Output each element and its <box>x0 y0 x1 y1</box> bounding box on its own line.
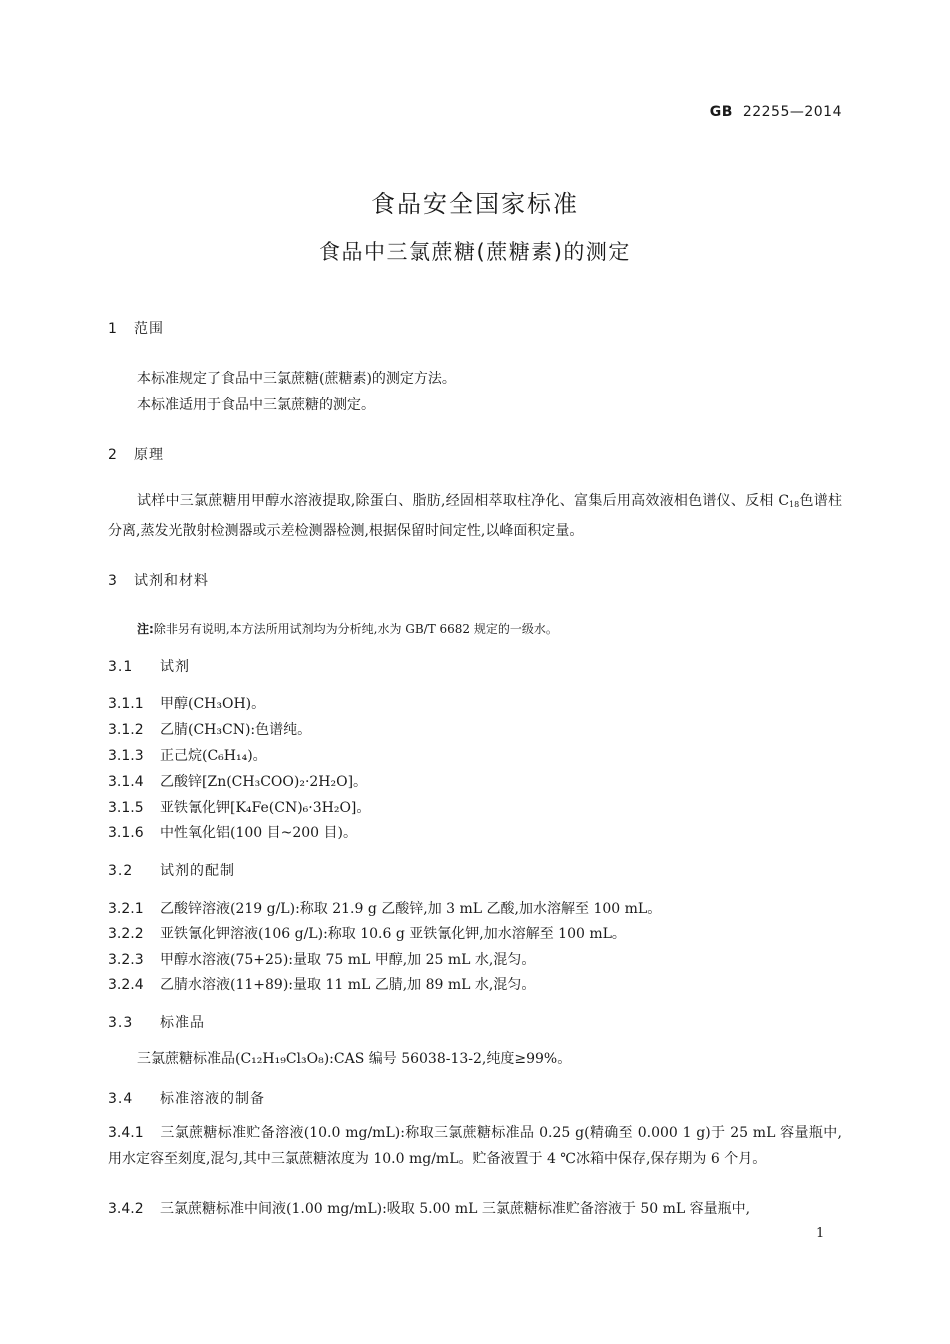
section-1-paragraph-1: 本标准规定了食品中三氯蔗糖(蔗糖素)的测定方法。 <box>137 371 456 387</box>
section-heading-1: 1 范围 <box>108 321 164 337</box>
standard-substance-paragraph: 三氯蔗糖标准品(C₁₂H₁₉Cl₃O₈):CAS 编号 56038-13-2,纯度≥99%。 <box>137 1051 572 1067</box>
reagent-item: 3.1.1 甲醇(CH₃OH)。 <box>108 696 266 712</box>
preparation-item: 3.2.4 乙腈水溶液(11+89):量取 11 mL 乙腈,加 89 mL 水,混匀。 <box>108 977 536 993</box>
reagent-item: 3.1.5 亚铁氰化钾[K₄Fe(CN)₆·3H₂O]。 <box>108 800 371 816</box>
document-subtitle: 食品中三氯蔗糖(蔗糖素)的测定 <box>319 240 631 264</box>
reagent-item: 3.1.2 乙腈(CH₃CN):色谱纯。 <box>108 722 312 738</box>
subsection-heading-3-2: 3.2 试剂的配制 <box>108 863 235 879</box>
reagent-item: 3.1.3 正己烷(C₆H₁₄)。 <box>108 748 267 764</box>
subsection-heading-3-4: 3.4 标准溶液的制备 <box>108 1091 265 1107</box>
section-heading-2: 2 原理 <box>108 447 164 463</box>
section-heading-3: 3 试剂和材料 <box>108 573 209 589</box>
page-number: 1 <box>816 1226 825 1241</box>
standard-solution-item: 3.4.1 三氯蔗糖标准贮备溶液(10.0 mg/mL):称取三氯蔗糖标准品 0.25 g(精确至 0.000 1 g)于 25 mL 容量瓶中,用水定容至刻度,混匀,其中三氯蔗糖浓度为 10.0 mg/mL。贮备液置于 4 ℃冰箱中保存,保存期为 6 个月。 <box>108 1125 842 1167</box>
preparation-item: 3.2.3 甲醇水溶液(75+25):量取 75 mL 甲醇,加 25 mL 水,混匀。 <box>108 952 536 968</box>
section-1-paragraph-2: 本标准适用于食品中三氯蔗糖的测定。 <box>137 397 375 413</box>
preparation-item: 3.2.1 乙酸锌溶液(219 g/L):称取 21.9 g 乙酸锌,加 3 mL 乙酸,加水溶解至 100 mL。 <box>108 901 662 917</box>
preparation-item: 3.2.2 亚铁氰化钾溶液(106 g/L):称取 10.6 g 亚铁氰化钾,加水溶解至 100 mL。 <box>108 926 626 942</box>
reagent-item: 3.1.4 乙酸锌[Zn(CH₃COO)₂·2H₂O]。 <box>108 774 368 790</box>
standard-number: GB 22255—2014 <box>709 104 842 120</box>
section-3-note: 注:除非另有说明,本方法所用试剂均为分析纯,水为 GB/T 6682 规定的一级水。 <box>137 622 558 636</box>
standard-solution-item: 3.4.2 三氯蔗糖标准中间液(1.00 mg/mL):吸取 5.00 mL 三氯蔗糖标准贮备溶液于 50 mL 容量瓶中, <box>108 1201 751 1217</box>
reagent-item: 3.1.6 中性氧化铝(100 目~200 目)。 <box>108 825 357 841</box>
document-title: 食品安全国家标准 <box>371 190 579 218</box>
subsection-heading-3-1: 3.1 试剂 <box>108 659 190 675</box>
subsection-heading-3-3: 3.3 标准品 <box>108 1015 205 1031</box>
section-2-paragraph: 试样中三氯蔗糖用甲醇水溶液提取,除蛋白、脂肪,经固相萃取柱净化、富集后用高效液相色谱仪、反相 $C_{18}$色谱柱分离,蒸发光散射检测器或示差检测器检测,根据保留时间定性,以峰面积定量。 <box>108 493 842 539</box>
